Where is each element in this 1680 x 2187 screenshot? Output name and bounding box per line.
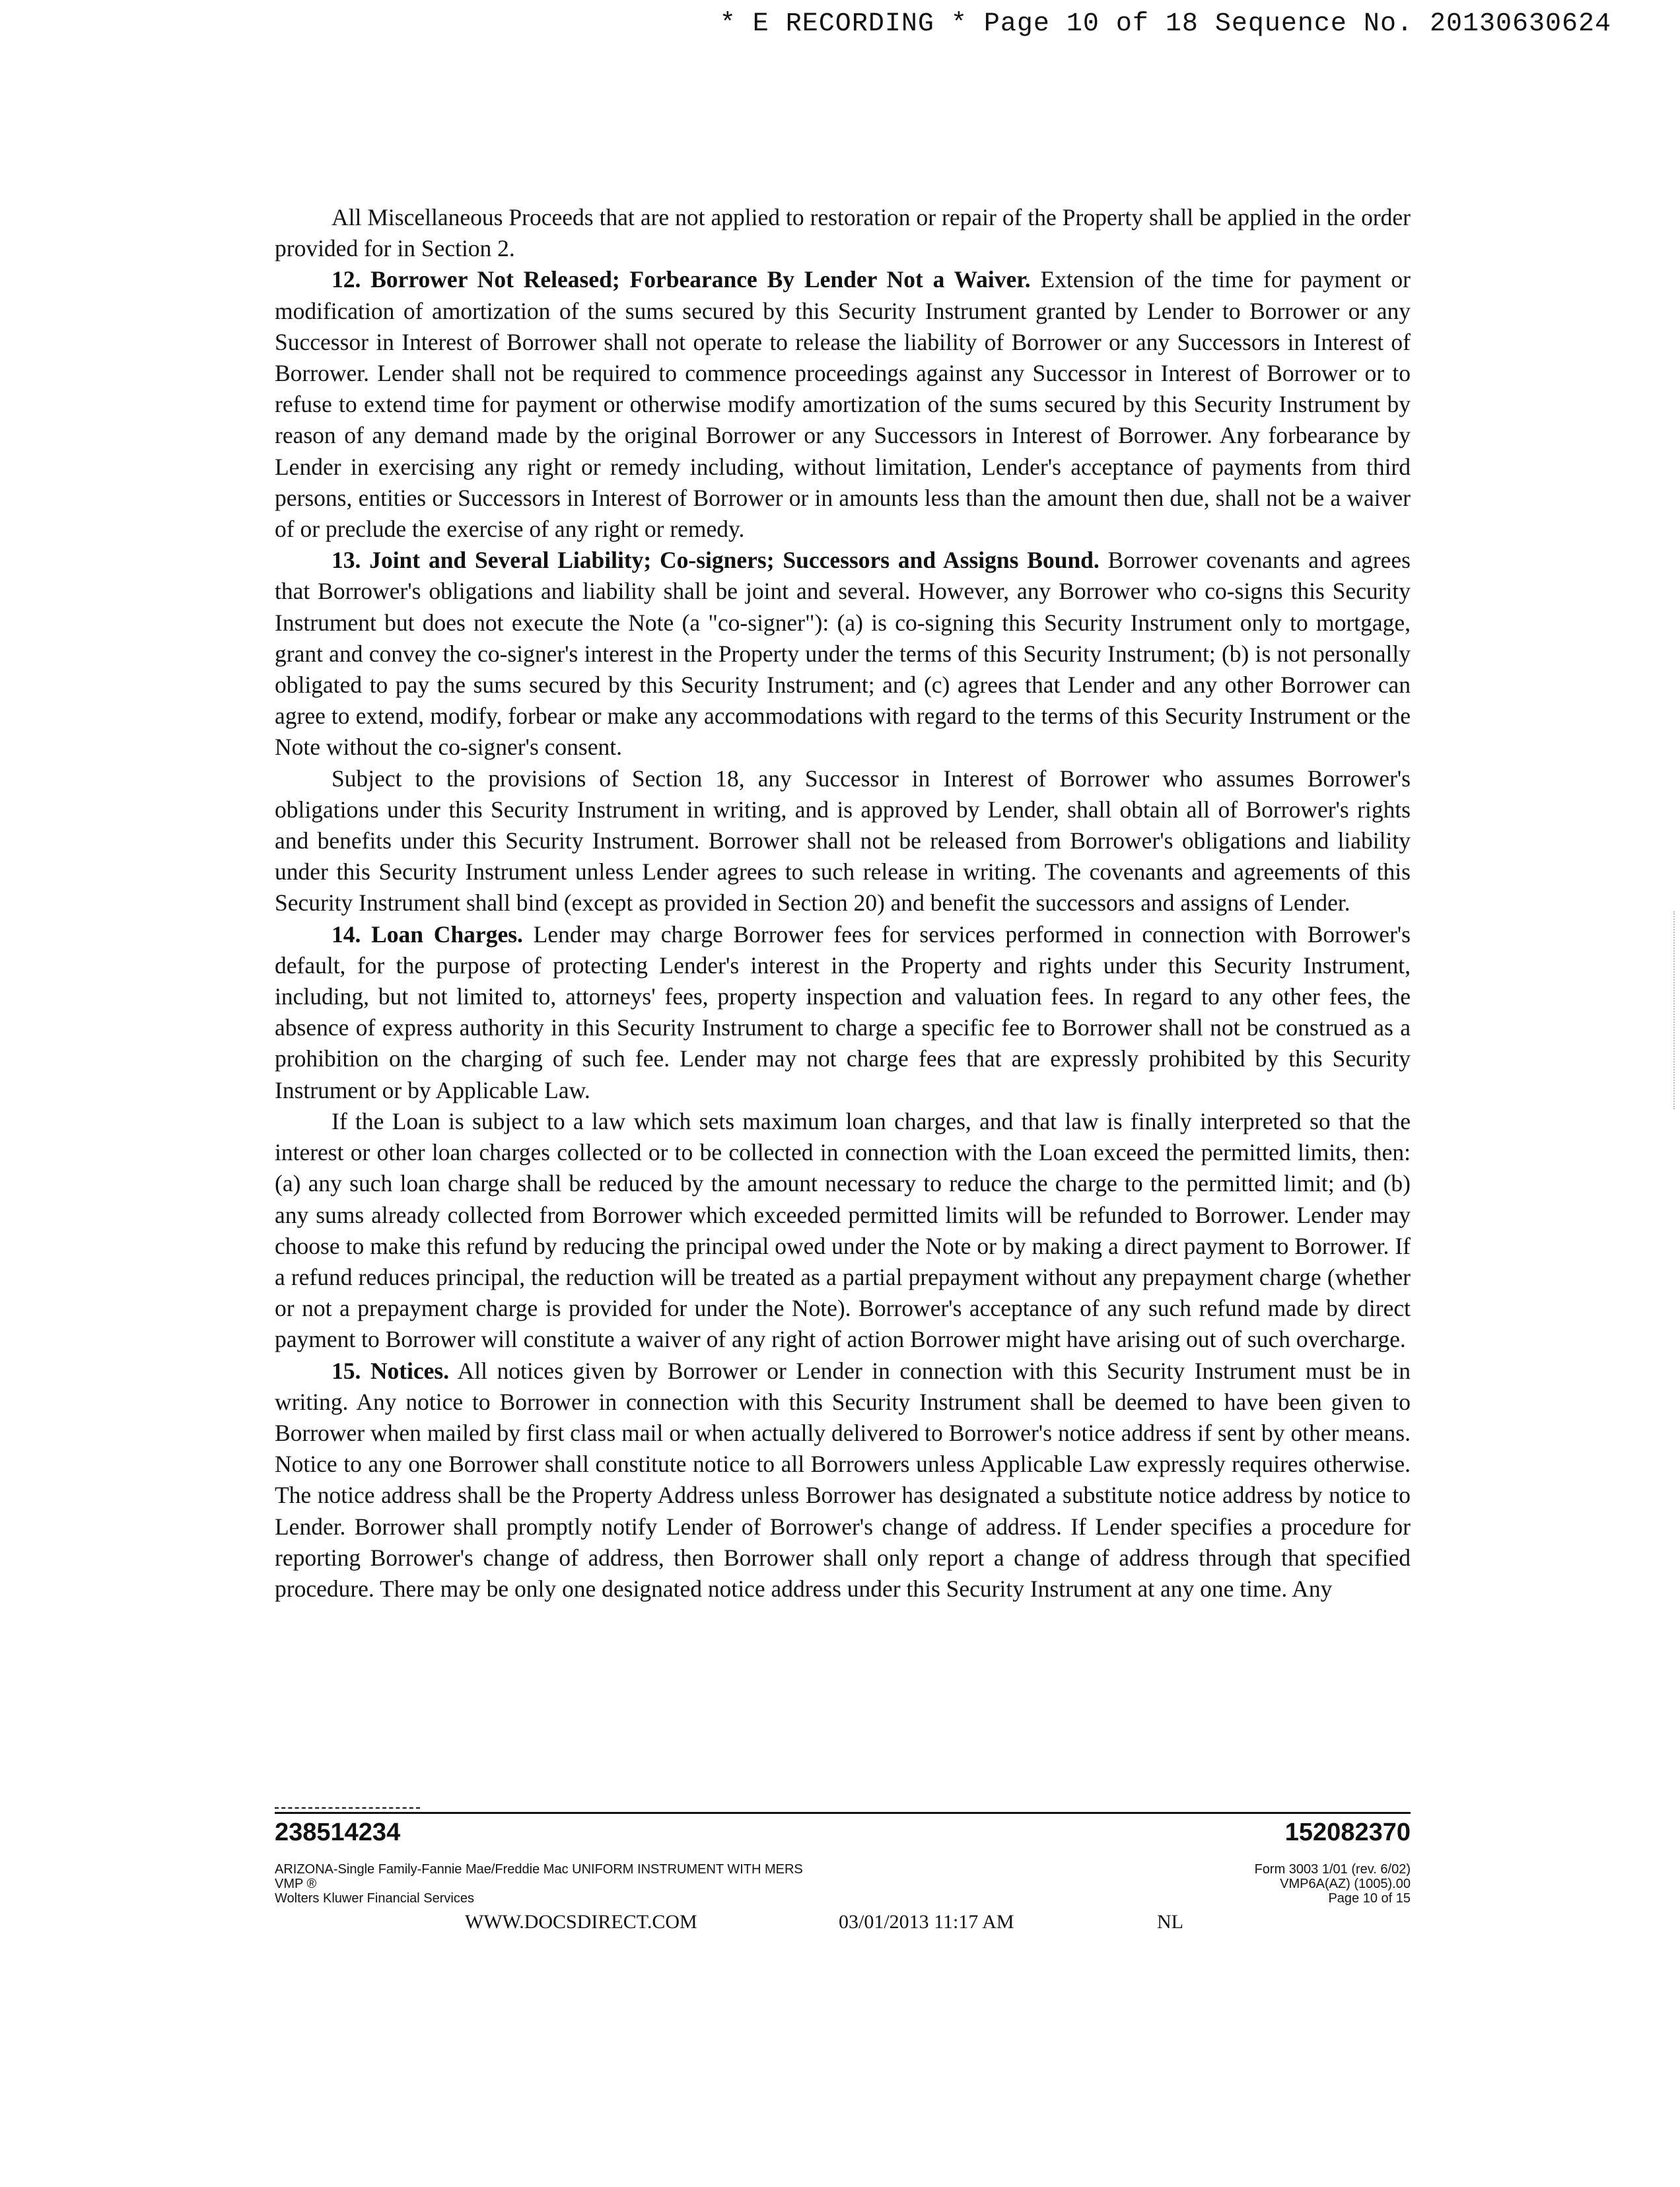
footer-datetime: 03/01/2013 11:17 AM bbox=[839, 1911, 1014, 1933]
section-14-heading: 14. Loan Charges. bbox=[332, 920, 523, 948]
section-15-text: All notices given by Borrower or Lender in connection with this Security Instrument must be in writing. Any notice to Borrower in connection with this Security Instrument shall be deemed to have been given to Borrower when mailed by first class mail or when actually delivered to Borrower's notice address if sent by other means. Notice to any one Borrower shall constitute notice to all Borrowers unless Applicable Law expressly requires otherwise. The notice address shall be the Property Address unless Borrower has designated a substitute notice address by notice to Lender. Borrower shall promptly notify Lender of Borrower's change of address. If Lender specifies a procedure for reporting Borrower's change of address, then Borrower shall only report a change of address through that specified procedure. There may be only one designated notice address under this Security Instrument at any one time. Any bbox=[275, 1357, 1411, 1602]
section-14 bbox=[275, 919, 1411, 1106]
footer-form-title: ARIZONA-Single Family-Fannie Mae/Freddie Mac UNIFORM INSTRUMENT WITH MERS bbox=[275, 1862, 803, 1877]
footer-website: WWW.DOCSDIRECT.COM bbox=[465, 1911, 697, 1933]
section-13-paragraph-2: Subject to the provisions of Section 18, any Successor in Interest of Borrower who assumes Borrower's obligations under this Security Instrument in writing, and is approved by Lender, shall obtain all of Borrower's rights and benefits under this Security Instrument. Borrower shall not be released from Borrower's obligations and liability under this Security Instrument unless Lender agrees to such release in writing. The covenants and agreements of this Security Instrument shall bind (except as provided in Section 20) and benefit the successors and assigns of Lender. bbox=[275, 765, 1411, 917]
footer-page-of: Page 10 of 15 bbox=[1328, 1891, 1411, 1906]
section-12-heading: 12. Borrower Not Released; Forbearance By Lender Not a Waiver. bbox=[332, 266, 1031, 293]
document-body bbox=[275, 202, 1411, 1605]
section-13-text: Borrower covenants and agrees that Borrower's obligations and liability shall be joint and several. However, any Borrower who co-signs this Security Instrument but does not execute the Note (a "co-signer"): (a) is co-signing this Security Instrument only to mortgage, grant and convey the co-signer's interest in the Property under the terms of this Security Instrument; (b) is not personally obligated to pay the sums secured by this Security Instrument; and (c) agrees that Lender and any other Borrower can agree to extend, modify, forbear or make any accommodations with regard to the terms of this Security Instrument or the Note without the co-signer's consent. bbox=[275, 547, 1411, 761]
section-14-paragraph-2: If the Loan is subject to a law which sets maximum loan charges, and that law is finally interpreted so that the interest or other loan charges collected or to be collected in connection with the Loan exceed the permitted limits, then: (a) any such loan charge shall be reduced by the amount necessary to reduce the charge to the permitted limit; and (b) any sums already collected from Borrower which exceeded permitted limits will be refunded to Borrower. Lender may choose to make this refund by reducing the principal owed under the Note or by making a direct payment to Borrower. If a refund reduces principal, the reduction will be treated as a partial prepayment without any prepayment charge (whether or not a prepayment charge is provided for under the Note). Borrower's acceptance of any such refund made by direct payment to Borrower will constitute a waiver of any right of action Borrower might have arising out of such overcharge. bbox=[275, 1107, 1411, 1353]
footer-form-info bbox=[275, 1862, 803, 1906]
section-14-text: Lender may charge Borrower fees for services performed in connection with Borrower's default, for the purpose of protecting Lender's interest in the Property and rights under this Security Instrument, including, but not limited to, attorneys' fees, property inspection and valuation fees. In regard to any other fees, the absence of express authority in this Security Instrument to charge a specific fee to Borrower shall not be construed as a prohibition on the charging of such fee. Lender may not charge fees that are expressly prohibited by this Security Instrument or by Applicable Law. bbox=[275, 920, 1411, 1103]
section-12 bbox=[275, 264, 1411, 545]
footer-dashed-rule bbox=[275, 1807, 420, 1809]
recording-header: * E RECORDING * Page 10 of 18 Sequence No. 20130630624 bbox=[719, 9, 1611, 39]
footer-initials: NL bbox=[1157, 1911, 1183, 1933]
footer-vmp-code: VMP6A(AZ) (1005).00 bbox=[1280, 1877, 1411, 1891]
footer-publisher: Wolters Kluwer Financial Services bbox=[275, 1891, 474, 1906]
section-13-heading: 13. Joint and Several Liability; Co-signers; Successors and Assigns Bound. bbox=[332, 547, 1100, 574]
section-15-heading: 15. Notices. bbox=[332, 1357, 450, 1384]
section-15 bbox=[275, 1356, 1411, 1605]
footer-right-number: 152082370 bbox=[1284, 1819, 1411, 1846]
footer-rule bbox=[275, 1812, 1411, 1814]
scan-edge-marks bbox=[1673, 911, 1676, 1109]
section-12-text: Extension of the time for payment or modification of amortization of the sums secured by this Security Instrument granted by Lender to Borrower or any Successor in Interest of Borrower shall not operate to release the liability of Borrower or any Successors in Interest of Borrower. Lender shall not be required to commence proceedings against any Successor in Interest of Borrower or to refuse to extend time for payment or otherwise modify amortization of the sums secured by this Security Instrument by reason of any demand made by the original Borrower or any Successors in Interest of Borrower. Any forbearance by Lender in exercising any right or remedy including, without limitation, Lender's acceptance of payments from third persons, entities or Successors in Interest of Borrower or in amounts less than the amount then due, shall not be a waiver of or preclude the exercise of any right or remedy. bbox=[275, 266, 1411, 543]
footer-vmp: VMP ® bbox=[275, 1877, 317, 1891]
footer-form-number: Form 3003 1/01 (rev. 6/02) bbox=[1254, 1862, 1411, 1877]
paragraph-misc-proceeds: All Miscellaneous Proceeds that are not applied to restoration or repair of the Property shall be applied in the order provided for in Section 2. bbox=[275, 204, 1411, 262]
footer-form-codes bbox=[1255, 1862, 1411, 1906]
section-13 bbox=[275, 545, 1411, 763]
footer-left-number: 238514234 bbox=[275, 1819, 401, 1846]
